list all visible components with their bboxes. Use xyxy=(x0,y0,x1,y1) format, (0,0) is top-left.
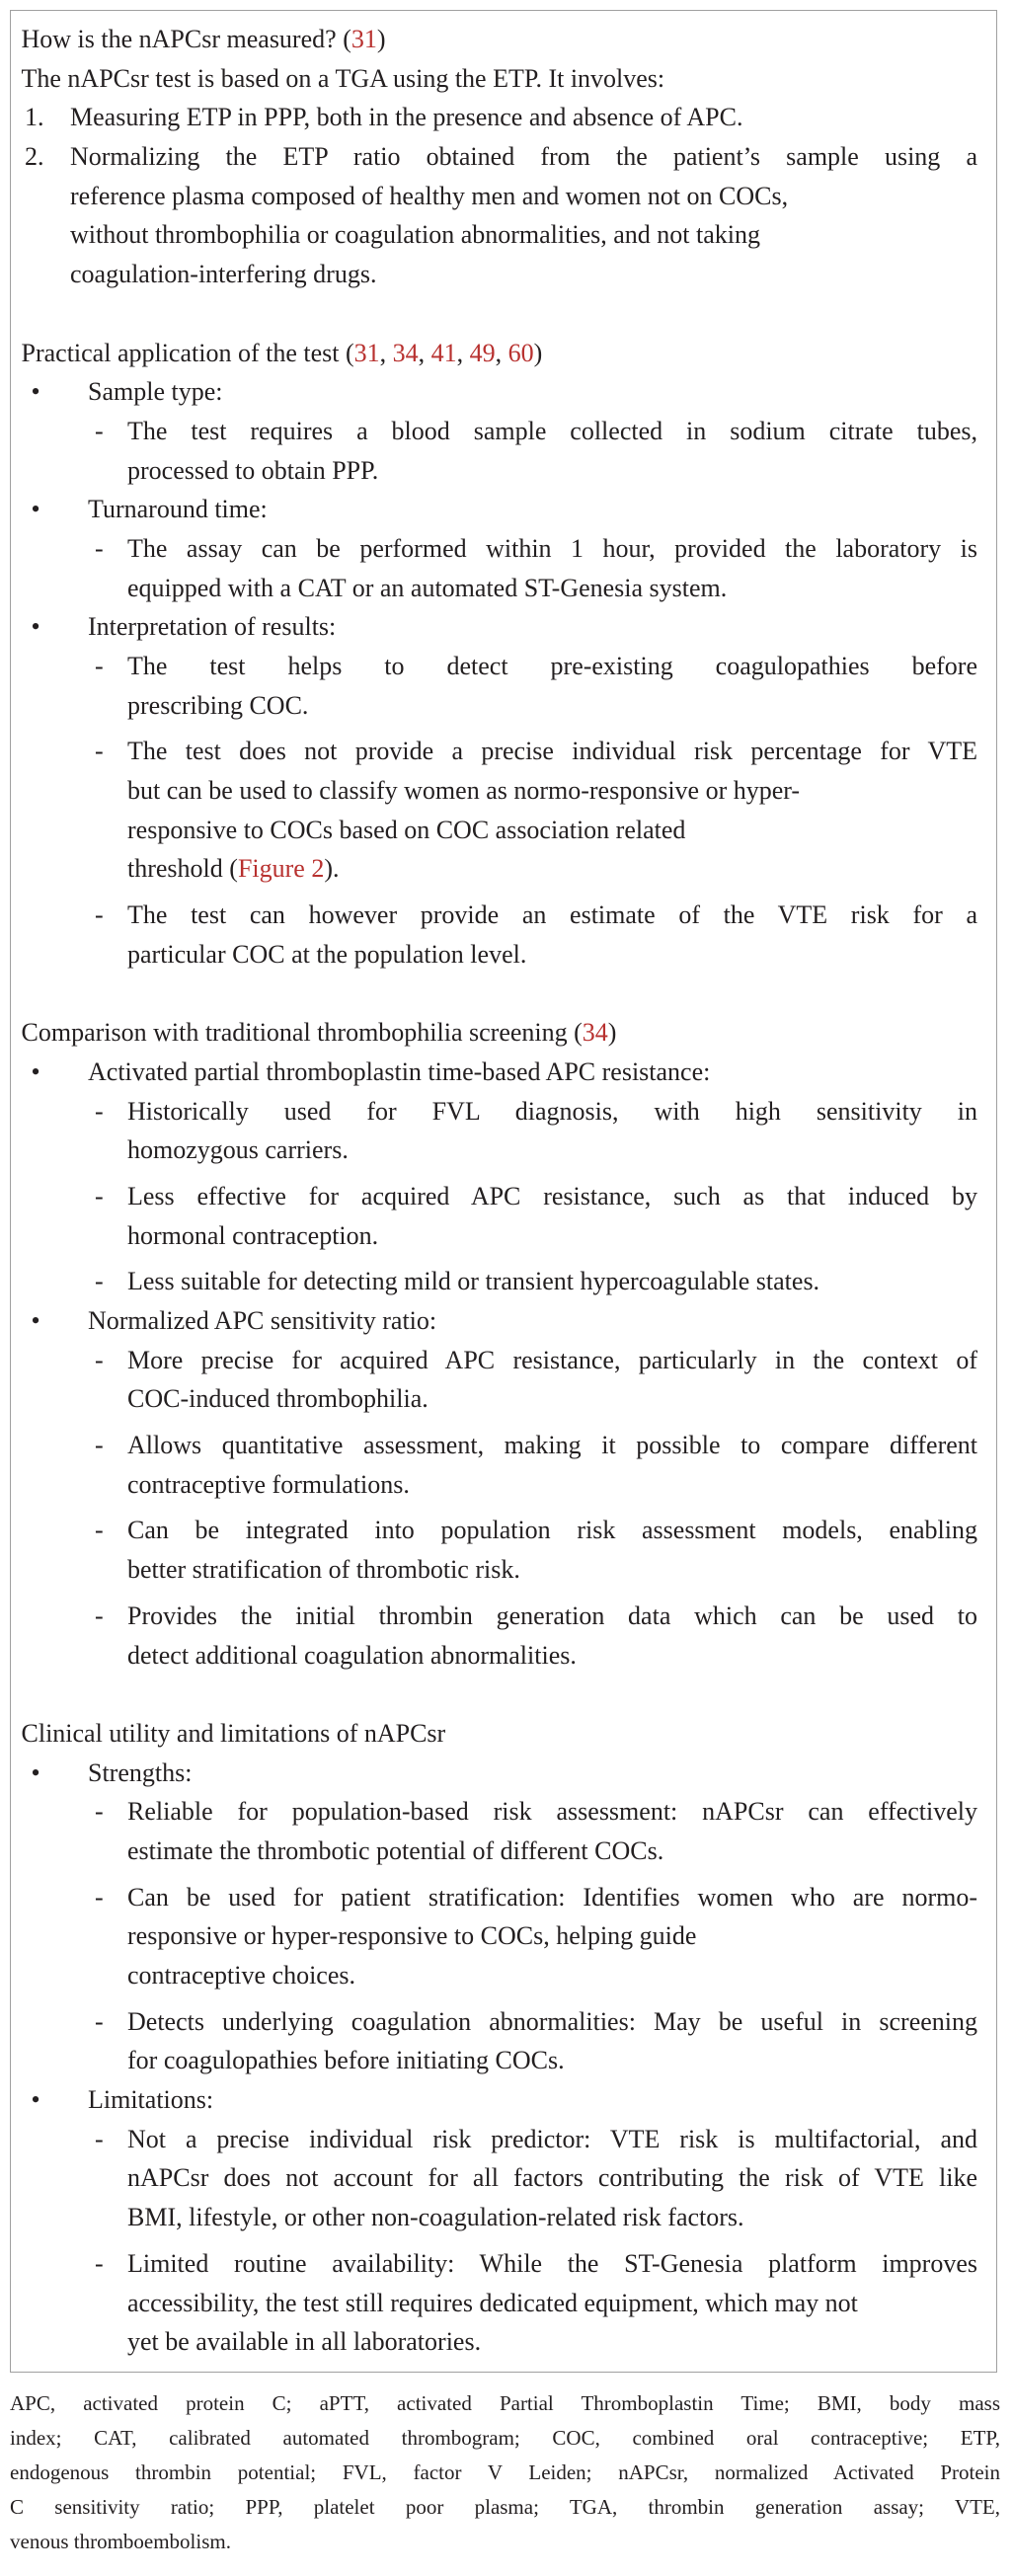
dash-point xyxy=(22,2120,978,2237)
point-text: Can be integrated into population risk assessment models, enabling xyxy=(127,1516,977,1545)
point-text: processed to obtain PPP. xyxy=(127,455,379,485)
dash-list xyxy=(22,1092,978,1301)
step-line xyxy=(22,177,978,216)
section-spacer xyxy=(22,975,978,1014)
point-text: better stratification of thrombotic risk. xyxy=(127,1555,520,1585)
citation-link[interactable]: 49 xyxy=(469,338,496,367)
footnote-line: endogenous thrombin potential; FVL, factor V Leiden; nAPCsr, normalized Activated Protein xyxy=(10,2459,1000,2484)
step-line xyxy=(22,215,978,255)
bullet-label: Normalized APC sensitivity ratio: xyxy=(88,1306,437,1335)
point-line: threshold (Figure 2). xyxy=(127,854,340,884)
dash-point xyxy=(22,1177,978,1255)
point-line xyxy=(22,2322,978,2362)
point-text: contraceptive choices. xyxy=(127,1961,355,1990)
section-heading: How is the nAPCsr measured? (31) xyxy=(21,25,386,53)
point-text: The assay can be performed within 1 hour, provided the laboratory is xyxy=(127,533,977,563)
point-text: The test can however provide an estimate of the VTE risk for a xyxy=(127,900,977,930)
dash-marker: - xyxy=(95,1600,104,1630)
citation-link[interactable]: 34 xyxy=(582,1018,608,1048)
point-line xyxy=(22,1792,978,1832)
bullet-item xyxy=(22,1053,978,1092)
section-heading-text: How is the nAPCsr measured? xyxy=(21,25,337,53)
citation-link[interactable]: 31 xyxy=(351,25,377,53)
dash-marker: - xyxy=(95,652,104,680)
step-item xyxy=(22,137,978,294)
section-heading xyxy=(22,1714,978,1754)
dash-marker: - xyxy=(95,1345,104,1374)
point-text: COC-induced thrombophilia. xyxy=(127,1384,429,1414)
summary-box xyxy=(10,10,997,2373)
point-line xyxy=(22,2120,978,2159)
bullet-marker: • xyxy=(31,1306,40,1335)
point-text: Less suitable for detecting mild or transient hypercoagulable states. xyxy=(127,1267,820,1296)
point-text: Detects underlying coagulation abnormalities: May be useful in screening xyxy=(127,2006,977,2036)
step-number: 1. xyxy=(25,103,44,132)
section-heading: Practical application of the test (31, 34, 41, 49, 60) xyxy=(21,338,543,367)
point-text: nAPCsr does not account for all factors contributing the risk of VTE like xyxy=(127,2163,977,2193)
point-line xyxy=(22,2198,978,2237)
bullet-label: Activated partial thromboplastin time-based APC resistance: xyxy=(88,1056,711,1086)
point-line xyxy=(22,811,978,850)
point-line xyxy=(22,896,978,935)
bullet-item xyxy=(22,490,978,529)
bullet-item xyxy=(22,372,978,412)
point-text: Provides the initial thrombin generation data which can be used to xyxy=(127,1600,977,1630)
bullet-item xyxy=(22,1754,978,1793)
bullet-label: Sample type: xyxy=(88,377,223,407)
bullet-marker: • xyxy=(31,1056,40,1086)
dash-marker: - xyxy=(95,1267,104,1296)
dash-list xyxy=(22,529,978,607)
point-line xyxy=(22,1916,978,1956)
bullet-marker: • xyxy=(31,1757,40,1787)
point-text: hormonal contraception. xyxy=(127,1220,379,1250)
point-line xyxy=(22,1216,978,1256)
bullet-item xyxy=(22,2080,978,2120)
bullet-item xyxy=(22,607,978,647)
dash-point xyxy=(22,529,978,607)
point-line xyxy=(22,1550,978,1590)
section-clinical-utility xyxy=(22,1714,978,2362)
citation-link[interactable]: 41 xyxy=(430,338,457,367)
point-text: Reliable for population-based risk assessment: nAPCsr can effectively xyxy=(127,1797,977,1827)
point-line xyxy=(22,1426,978,1465)
dash-marker: - xyxy=(95,2248,104,2278)
footnote-line: APC, activated protein C; aPTT, activated Partial Thromboplastin Time; BMI, body mass xyxy=(10,2390,1000,2415)
dash-list xyxy=(22,1341,978,1676)
dash-marker: - xyxy=(95,1431,104,1460)
dash-point xyxy=(22,1092,978,1170)
dash-marker: - xyxy=(95,1797,104,1827)
point-line xyxy=(22,2002,978,2042)
citation-link[interactable]: 60 xyxy=(507,338,534,367)
step-line xyxy=(22,98,978,137)
section-heading-text: Comparison with traditional thrombophilia screening xyxy=(21,1018,568,1048)
dash-list xyxy=(22,647,978,975)
point-line xyxy=(22,1636,978,1676)
point-line xyxy=(22,686,978,726)
dash-marker: - xyxy=(95,2006,104,2036)
point-line xyxy=(22,1597,978,1636)
point-line xyxy=(22,2041,978,2080)
point-line xyxy=(22,1956,978,1995)
bullet-marker: • xyxy=(31,612,40,642)
point-line xyxy=(22,1465,978,1505)
point-line xyxy=(22,732,978,771)
point-text: Allows quantitative assessment, making it possible to compare different xyxy=(127,1431,977,1460)
section-heading-text: Practical application of the test xyxy=(21,338,340,367)
point-text: estimate the thrombotic potential of different COCs. xyxy=(127,1835,664,1865)
point-text: responsive or hyper-responsive to COCs, helping guide xyxy=(127,1921,697,1951)
point-text: accessibility, the test still requires dedicated equipment, which may not xyxy=(127,2288,858,2317)
dash-marker: - xyxy=(95,737,104,766)
step-text: without thrombophilia or coagulation abnormalities, and not taking xyxy=(70,220,760,250)
step-line xyxy=(22,255,978,294)
point-text: Limited routine availability: While the ST-Genesia platform improves xyxy=(127,2248,977,2278)
section-heading-text: Clinical utility and limitations of nAPCsr xyxy=(21,1718,446,1748)
step-item xyxy=(22,98,978,137)
bullet-marker: • xyxy=(31,495,40,524)
footnote-line: index; CAT, calibrated automated thrombogram; COC, combined oral contraceptive; ETP, xyxy=(10,2425,1000,2450)
bullet-label: Strengths: xyxy=(88,1757,193,1787)
point-line xyxy=(22,451,978,491)
dash-marker: - xyxy=(95,2124,104,2153)
point-line xyxy=(22,569,978,608)
step-line xyxy=(22,137,978,177)
dash-list xyxy=(22,412,978,490)
dash-marker: - xyxy=(95,1096,104,1126)
point-text: prescribing COC. xyxy=(127,690,309,720)
step-number: 2. xyxy=(25,142,44,172)
point-line xyxy=(22,1511,978,1550)
bullet-label: Interpretation of results: xyxy=(88,612,337,642)
section-practical-application xyxy=(22,334,978,975)
point-line xyxy=(22,2284,978,2323)
dash-point xyxy=(22,896,978,974)
point-text: More precise for acquired APC resistance, particularly in the context of xyxy=(127,1345,977,1374)
citation-link[interactable]: 34 xyxy=(392,338,419,367)
dash-point xyxy=(22,1341,978,1419)
point-text: The test helps to detect pre-existing coagulopathies before xyxy=(127,652,977,680)
dash-point xyxy=(22,1262,978,1301)
dash-marker: - xyxy=(95,416,104,445)
step-text: Normalizing the ETP ratio obtained from the patient’s sample using a xyxy=(70,142,977,172)
point-text: The test does not provide a precise individual risk percentage for VTE xyxy=(127,737,977,766)
bullet-label: Turnaround time: xyxy=(88,495,268,524)
point-text: particular COC at the population level. xyxy=(127,939,527,969)
step-text: coagulation-interfering drugs. xyxy=(70,260,377,289)
point-line xyxy=(22,1379,978,1419)
point-text: The test requires a blood sample collected in sodium citrate tubes, xyxy=(127,416,977,445)
intro-text: The nAPCsr test is based on a TGA using the ETP. It involves: xyxy=(21,63,665,93)
section-comparison xyxy=(22,1013,978,1675)
dash-list xyxy=(22,1792,978,2080)
bullet-item xyxy=(22,1301,978,1341)
point-line xyxy=(22,529,978,569)
dash-point xyxy=(22,1511,978,1589)
point-text: threshold xyxy=(127,854,223,884)
point-text: detect additional coagulation abnormalities. xyxy=(127,1640,577,1670)
step-text: Measuring ETP in PPP, both in the presence and absence of APC. xyxy=(70,103,743,132)
point-line xyxy=(22,935,978,975)
point-line xyxy=(22,1341,978,1380)
dash-point xyxy=(22,647,978,725)
point-text: responsive to COCs based on COC association related xyxy=(127,815,686,844)
dash-marker: - xyxy=(95,1516,104,1545)
point-line xyxy=(22,1878,978,1917)
dash-marker: - xyxy=(95,900,104,930)
point-text: Historically used for FVL diagnosis, with high sensitivity in xyxy=(127,1096,977,1126)
point-line xyxy=(22,1092,978,1132)
point-text: homozygous carriers. xyxy=(127,1135,349,1165)
point-text: Less effective for acquired APC resistance, such as that induced by xyxy=(127,1181,977,1210)
section-spacer xyxy=(22,294,978,334)
dash-point xyxy=(22,732,978,889)
point-line xyxy=(22,1131,978,1170)
step-text: reference plasma composed of healthy men and women not on COCs, xyxy=(70,181,789,210)
dash-point xyxy=(22,1426,978,1504)
point-text: Can be used for patient stratification: Identifies women who are normo- xyxy=(127,1882,977,1912)
footnote-line: C sensitivity ratio; PPP, platelet poor plasma; TGA, thrombin generation assay; VTE, xyxy=(10,2495,1000,2520)
bullet-label: Limitations: xyxy=(88,2085,214,2115)
point-text: BMI, lifestyle, or other non-coagulation-related risk factors. xyxy=(127,2203,744,2232)
dash-point xyxy=(22,1878,978,1995)
point-text: yet be available in all laboratories. xyxy=(127,2327,482,2357)
bullet-marker: • xyxy=(31,377,40,407)
point-line xyxy=(22,412,978,451)
point-line xyxy=(22,771,978,811)
point-text: but can be used to classify women as normo-responsive or hyper- xyxy=(127,776,801,806)
point-line xyxy=(22,1262,978,1301)
section-spacer xyxy=(22,1675,978,1714)
point-line xyxy=(22,2244,978,2284)
dash-marker: - xyxy=(95,533,104,563)
point-text: for coagulopathies before initiating COCs. xyxy=(127,2046,565,2075)
footnote-line: venous thromboembolism. xyxy=(10,2530,231,2554)
figure-link[interactable]: Figure 2 xyxy=(237,854,325,884)
dash-point xyxy=(22,1792,978,1870)
point-text: Not a precise individual risk predictor: VTE risk is multifactorial, and xyxy=(127,2124,977,2153)
dash-marker: - xyxy=(95,1181,104,1210)
section-measurement xyxy=(22,20,978,294)
dash-point xyxy=(22,412,978,490)
point-line xyxy=(22,1832,978,1871)
point-line xyxy=(22,647,978,686)
point-text: equipped with a CAT or an automated ST-Genesia system. xyxy=(127,573,728,602)
table-footnote xyxy=(10,2386,1000,2560)
dash-point xyxy=(22,2244,978,2362)
point-line xyxy=(22,1177,978,1216)
section-heading: Comparison with traditional thrombophilia screening (34) xyxy=(21,1018,617,1048)
citation-link[interactable]: 31 xyxy=(353,338,380,367)
dash-list xyxy=(22,2120,978,2362)
point-text: contraceptive formulations. xyxy=(127,1469,410,1499)
dash-point xyxy=(22,1597,978,1675)
dash-point xyxy=(22,2002,978,2080)
dash-marker: - xyxy=(95,1882,104,1912)
point-line xyxy=(22,2158,978,2198)
bullet-marker: • xyxy=(31,2085,40,2115)
